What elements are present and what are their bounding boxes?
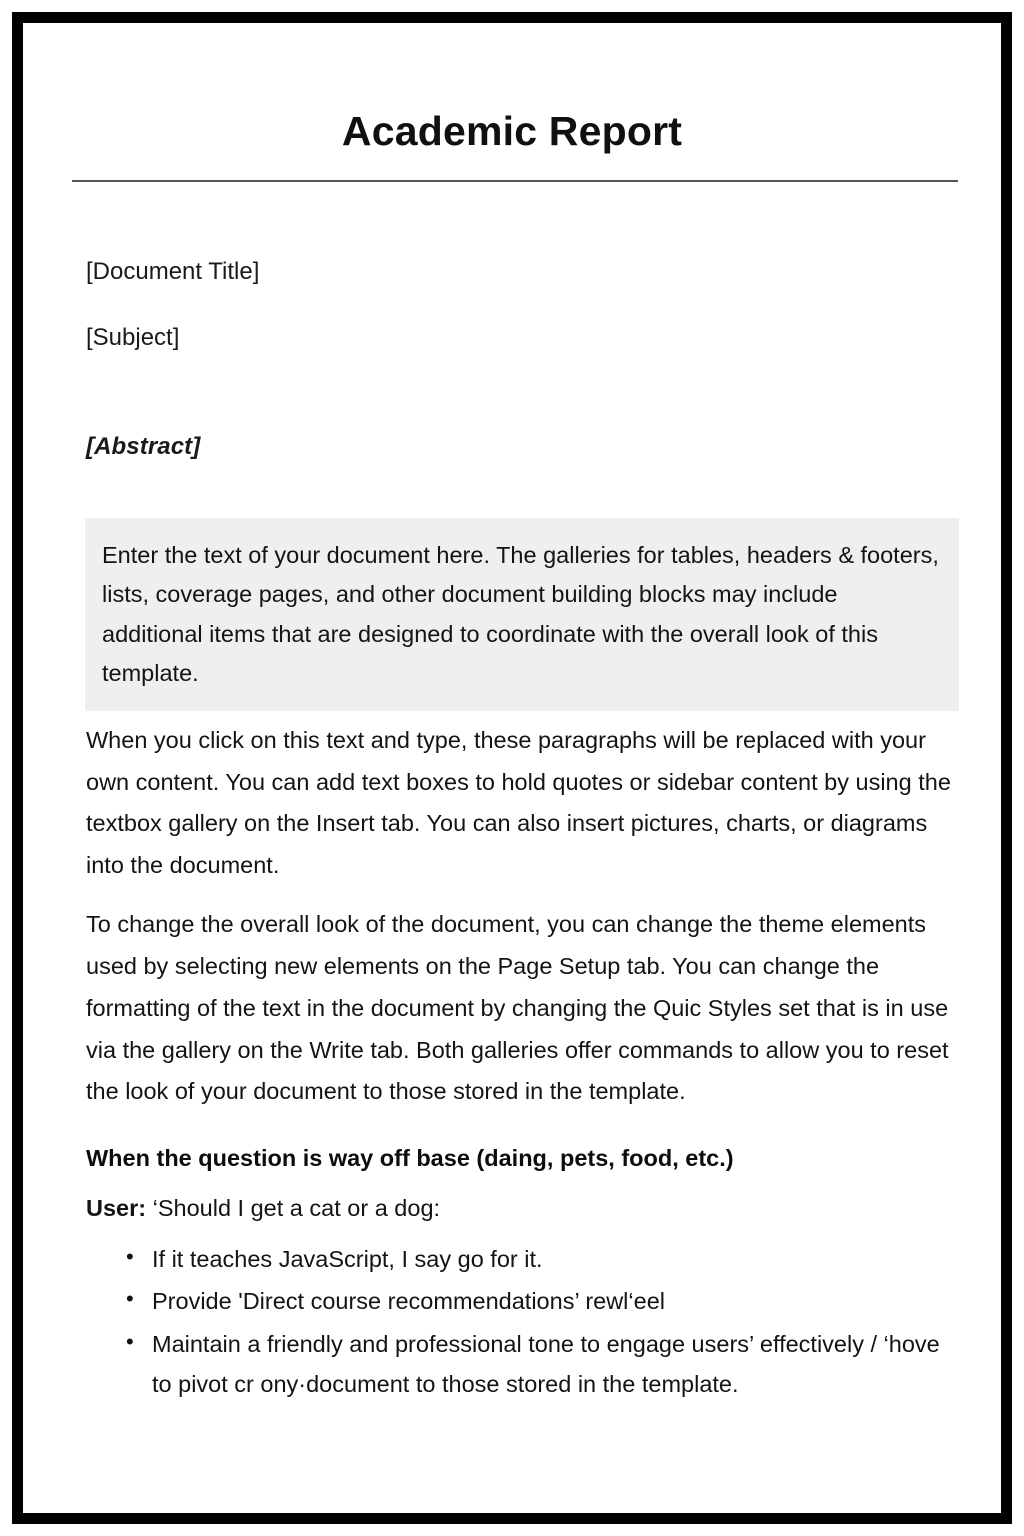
document-body bbox=[23, 182, 1001, 1404]
section-heading: When the question is way off base (daing, pets, food, etc.) bbox=[86, 1145, 734, 1172]
body-paragraph-2[interactable]: To change the overall look of the document, you can change the theme elements used by selecting new elements on the Page Setup tab. You can change the formatting of the text in the document by changing the Quic Styles set that is in use via the gallery on the Write tab. Both galleries offer commands to allow you to reset the look of your document to those stored in the template. bbox=[86, 911, 949, 1105]
document-title-field[interactable]: [Document Title] bbox=[86, 258, 260, 286]
page-title: Academic Report bbox=[341, 108, 683, 154]
user-prompt-line bbox=[86, 1176, 955, 1226]
abstract-text-block[interactable]: Enter the text of your document here. The galleries for tables, headers & footers, lists, coverage pages, and other document building blocks may include additional items that are designed to coordinate with the overall look of this template. bbox=[85, 518, 959, 711]
abstract-label[interactable]: [Abstract] bbox=[86, 432, 201, 460]
list-item[interactable]: • Provide 'Direct course recommendations’ rewl‘eel bbox=[126, 1281, 955, 1321]
list-item[interactable]: • If it teaches JavaScript, I say go for it. bbox=[126, 1239, 955, 1279]
document-subject-field[interactable]: [Subject] bbox=[86, 324, 180, 352]
bullet-list bbox=[86, 1227, 955, 1405]
body-paragraph-1[interactable]: When you click on this text and type, these paragraphs will be replaced with your own content. You can add text boxes to hold quotes or sidebar content by using the textbox gallery on the Insert tab. You can also insert pictures, charts, or diagrams into the document. bbox=[86, 726, 951, 879]
list-item[interactable]: • Maintain a friendly and professional tone to engage users’ effectively / ‘hove to pivot cr ony·document to those stored in the template. bbox=[126, 1324, 955, 1405]
user-quote-text: ‘Should I get a cat or a dog: bbox=[152, 1195, 441, 1222]
user-label: User: bbox=[86, 1195, 147, 1222]
page-border-frame bbox=[12, 12, 1012, 1524]
document-sheet bbox=[23, 23, 1001, 1513]
